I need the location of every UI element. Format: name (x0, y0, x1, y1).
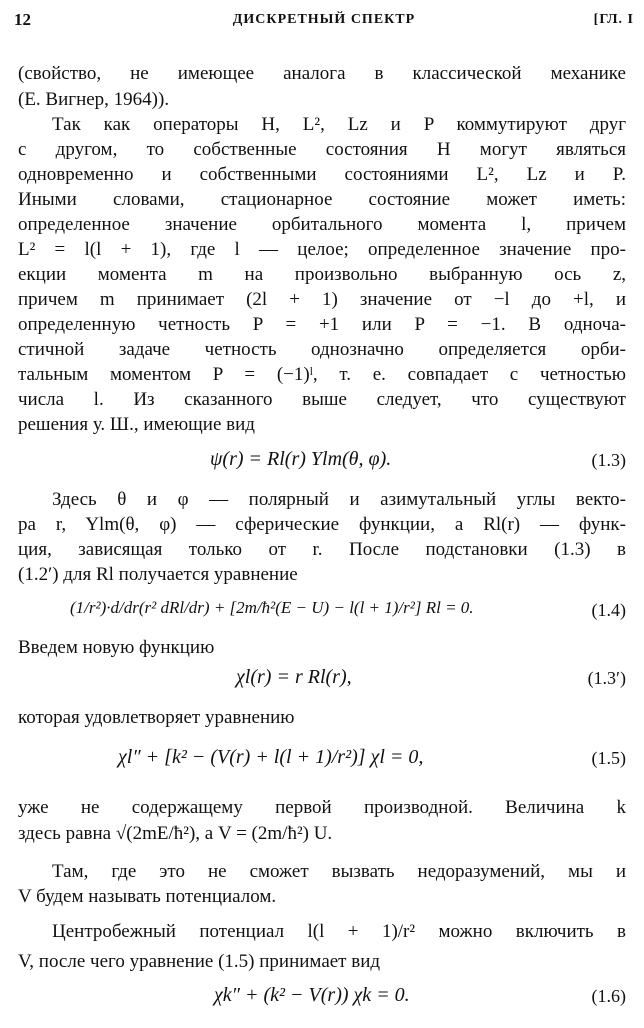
text-line: (свойство, не имеющее аналога в классической механике (18, 63, 626, 84)
text-line: причем m принимает (2l + 1) значение от −l до +l, и (18, 289, 626, 310)
text-line: Там, где это не сможет вызвать недоразумений, мы и (52, 861, 626, 882)
text-line: (Е. Вигнер, 1964)). (18, 89, 170, 110)
text-line: Введем новую функцию (18, 637, 215, 658)
equation-1-3-prime (0, 660, 644, 700)
text-line: ция, зависящая только от r. После подстановки (1.3) в (18, 539, 626, 560)
equation-expression: (1/r²)·d/dr(r² dRl/dr) + [2m/ħ²(E − U) − l(l + 1)/r²] Rl = 0. (70, 598, 474, 617)
text-line: здесь равна √(2mE/ħ²), а V = (2m/ħ²) U. (18, 823, 333, 844)
text-line: екции момента m на произвольно выбранную ось z, (18, 264, 626, 285)
text-line: (1.2′) для Rl получается уравнение (18, 564, 298, 585)
text-line: определенное значение орбитального момента l, причем (18, 214, 626, 235)
text-line: стичной задаче четность однозначно определяется орби- (18, 339, 626, 360)
text-line: числа l. Из сказанного выше следует, что существуют (18, 389, 626, 410)
page-number: 12 (14, 10, 31, 29)
equation-number: (1.3) (591, 450, 626, 470)
text-line: которая удовлетворяет уравнению (18, 707, 295, 728)
equation-1-3 (0, 442, 644, 482)
text-line: V будем называть потенциалом. (18, 886, 277, 907)
page-header (14, 6, 634, 32)
equation-number: (1.5) (591, 748, 626, 768)
equation-number: (1.6) (591, 986, 626, 1006)
equation-1-4 (0, 592, 644, 632)
running-title: ДИСКРЕТНЫЙ СПЕКТР (232, 12, 416, 27)
equation-expression: ψ(r) = Rl(r) Ylm(θ, φ). (210, 448, 392, 470)
text-line: Так как операторы H, L², Lz и P коммутируют друг (52, 114, 626, 135)
text-line: тальным моментом P = (−1)ˡ, т. е. совпадает с четностью (18, 364, 626, 385)
text-line: V, после чего уравнение (1.5) принимает вид (18, 951, 381, 972)
equation-expression: χl(r) = r Rl(r), (236, 666, 352, 688)
equation-expression: χl″ + [k² − (V(r) + l(l + 1)/r²)] χl = 0, (118, 746, 424, 768)
text-line: одновременно и собственными состояниями L², Lz и P. (18, 164, 626, 185)
text-line: определенную четность P = +1 или P = −1. В одноча- (18, 314, 626, 335)
text-line: уже не содержащему первой производной. Величина k (18, 797, 626, 818)
chapter-label: [ГЛ. I (593, 12, 634, 27)
text-line: с другом, то собственные состояния H могут являться (18, 139, 626, 160)
equation-1-6 (0, 978, 644, 1018)
equation-number: (1.4) (591, 600, 626, 620)
text-line: ра r, Ylm(θ, φ) — сферические функции, а Rl(r) — функ- (18, 514, 626, 535)
equation-expression: χk″ + (k² − V(r)) χk = 0. (214, 984, 410, 1006)
text-line: Центробежный потенциал l(l + 1)/r² можно включить в (52, 921, 626, 942)
equation-number: (1.3′) (587, 668, 626, 688)
text-line: решения у. Ш., имеющие вид (18, 414, 255, 435)
text-line: Иными словами, стационарное состояние может иметь: (18, 189, 626, 210)
text-line: Здесь θ и φ — полярный и азимутальный углы векто- (52, 489, 626, 510)
equation-1-5 (0, 740, 644, 780)
text-line: L² = l(l + 1), где l — целое; определенное значение про- (18, 239, 626, 260)
